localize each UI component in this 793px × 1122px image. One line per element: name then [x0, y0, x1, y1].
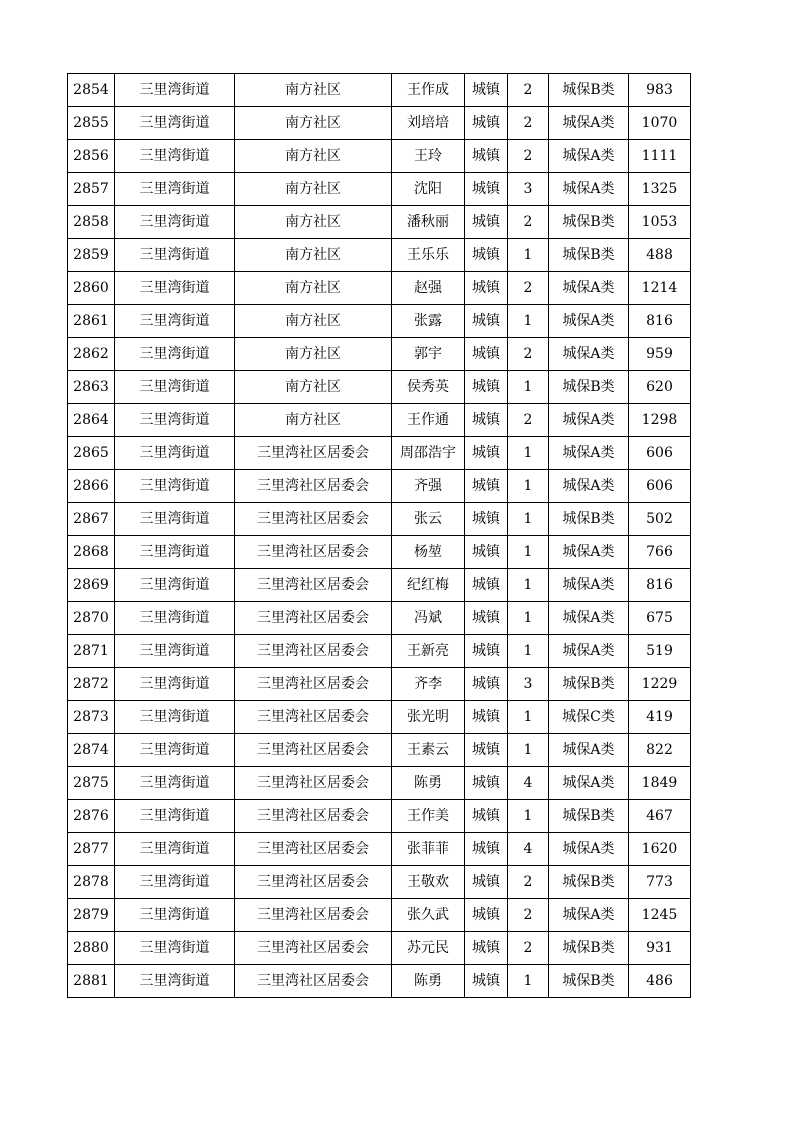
- area-type-cell: 城镇: [465, 536, 508, 569]
- community-cell: 南方社区: [235, 338, 392, 371]
- table-row: [68, 206, 691, 239]
- name-cell: 沈阳: [392, 173, 465, 206]
- category-cell: 城保B类: [549, 74, 629, 107]
- amount-cell: 816: [629, 305, 691, 338]
- row-number-cell: 2860: [68, 272, 115, 305]
- name-cell: 郭宇: [392, 338, 465, 371]
- street-cell: 三里湾街道: [115, 239, 235, 272]
- name-cell: 王乐乐: [392, 239, 465, 272]
- row-number-cell: 2867: [68, 503, 115, 536]
- community-cell: 三里湾社区居委会: [235, 899, 392, 932]
- row-number-cell: 2865: [68, 437, 115, 470]
- household-size-cell: 3: [508, 668, 549, 701]
- row-number-cell: 2859: [68, 239, 115, 272]
- community-cell: 南方社区: [235, 371, 392, 404]
- community-cell: 南方社区: [235, 206, 392, 239]
- household-size-cell: 1: [508, 503, 549, 536]
- community-cell: 南方社区: [235, 239, 392, 272]
- table-row: [68, 239, 691, 272]
- amount-cell: 766: [629, 536, 691, 569]
- area-type-cell: 城镇: [465, 107, 508, 140]
- street-cell: 三里湾街道: [115, 503, 235, 536]
- area-type-cell: 城镇: [465, 74, 508, 107]
- area-type-cell: 城镇: [465, 338, 508, 371]
- amount-cell: 519: [629, 635, 691, 668]
- household-size-cell: 1: [508, 437, 549, 470]
- row-number-cell: 2871: [68, 635, 115, 668]
- community-cell: 三里湾社区居委会: [235, 965, 392, 998]
- household-size-cell: 1: [508, 536, 549, 569]
- table-row: [68, 74, 691, 107]
- household-size-cell: 1: [508, 701, 549, 734]
- area-type-cell: 城镇: [465, 140, 508, 173]
- community-cell: 南方社区: [235, 173, 392, 206]
- name-cell: 侯秀英: [392, 371, 465, 404]
- name-cell: 纪红梅: [392, 569, 465, 602]
- community-cell: 南方社区: [235, 272, 392, 305]
- category-cell: 城保B类: [549, 239, 629, 272]
- table-row: [68, 437, 691, 470]
- street-cell: 三里湾街道: [115, 899, 235, 932]
- name-cell: 张光明: [392, 701, 465, 734]
- household-size-cell: 2: [508, 107, 549, 140]
- name-cell: 张菲菲: [392, 833, 465, 866]
- street-cell: 三里湾街道: [115, 767, 235, 800]
- name-cell: 张云: [392, 503, 465, 536]
- category-cell: 城保A类: [549, 536, 629, 569]
- household-size-cell: 2: [508, 866, 549, 899]
- amount-cell: 1111: [629, 140, 691, 173]
- amount-cell: 1325: [629, 173, 691, 206]
- community-cell: 三里湾社区居委会: [235, 833, 392, 866]
- row-number-cell: 2854: [68, 74, 115, 107]
- community-cell: 三里湾社区居委会: [235, 932, 392, 965]
- name-cell: 王作成: [392, 74, 465, 107]
- table-row: [68, 668, 691, 701]
- amount-cell: 606: [629, 470, 691, 503]
- category-cell: 城保A类: [549, 173, 629, 206]
- area-type-cell: 城镇: [465, 899, 508, 932]
- street-cell: 三里湾街道: [115, 338, 235, 371]
- row-number-cell: 2862: [68, 338, 115, 371]
- household-size-cell: 1: [508, 635, 549, 668]
- area-type-cell: 城镇: [465, 800, 508, 833]
- table-row: [68, 404, 691, 437]
- table-row: [68, 173, 691, 206]
- amount-cell: 486: [629, 965, 691, 998]
- row-number-cell: 2856: [68, 140, 115, 173]
- street-cell: 三里湾街道: [115, 701, 235, 734]
- category-cell: 城保A类: [549, 272, 629, 305]
- category-cell: 城保A类: [549, 767, 629, 800]
- name-cell: 王素云: [392, 734, 465, 767]
- street-cell: 三里湾街道: [115, 140, 235, 173]
- amount-cell: 1214: [629, 272, 691, 305]
- community-cell: 三里湾社区居委会: [235, 536, 392, 569]
- category-cell: 城保B类: [549, 866, 629, 899]
- area-type-cell: 城镇: [465, 965, 508, 998]
- row-number-cell: 2861: [68, 305, 115, 338]
- household-size-cell: 2: [508, 899, 549, 932]
- area-type-cell: 城镇: [465, 470, 508, 503]
- category-cell: 城保A类: [549, 602, 629, 635]
- community-cell: 三里湾社区居委会: [235, 437, 392, 470]
- category-cell: 城保A类: [549, 833, 629, 866]
- street-cell: 三里湾街道: [115, 833, 235, 866]
- row-number-cell: 2858: [68, 206, 115, 239]
- amount-cell: 1620: [629, 833, 691, 866]
- amount-cell: 419: [629, 701, 691, 734]
- category-cell: 城保A类: [549, 107, 629, 140]
- category-cell: 城保A类: [549, 305, 629, 338]
- category-cell: 城保A类: [549, 437, 629, 470]
- name-cell: 王敬欢: [392, 866, 465, 899]
- household-size-cell: 1: [508, 569, 549, 602]
- community-cell: 三里湾社区居委会: [235, 569, 392, 602]
- table-row: [68, 800, 691, 833]
- row-number-cell: 2873: [68, 701, 115, 734]
- amount-cell: 816: [629, 569, 691, 602]
- row-number-cell: 2877: [68, 833, 115, 866]
- street-cell: 三里湾街道: [115, 668, 235, 701]
- area-type-cell: 城镇: [465, 767, 508, 800]
- household-size-cell: 2: [508, 140, 549, 173]
- name-cell: 杨堃: [392, 536, 465, 569]
- row-number-cell: 2880: [68, 932, 115, 965]
- name-cell: 刘培培: [392, 107, 465, 140]
- table-row: [68, 305, 691, 338]
- roster-table: [67, 73, 691, 998]
- household-size-cell: 1: [508, 470, 549, 503]
- table-row: [68, 899, 691, 932]
- name-cell: 王新亮: [392, 635, 465, 668]
- community-cell: 南方社区: [235, 140, 392, 173]
- household-size-cell: 2: [508, 932, 549, 965]
- row-number-cell: 2866: [68, 470, 115, 503]
- category-cell: 城保C类: [549, 701, 629, 734]
- name-cell: 苏元民: [392, 932, 465, 965]
- table-row: [68, 140, 691, 173]
- area-type-cell: 城镇: [465, 272, 508, 305]
- amount-cell: 1229: [629, 668, 691, 701]
- table-row: [68, 734, 691, 767]
- table-row: [68, 602, 691, 635]
- area-type-cell: 城镇: [465, 701, 508, 734]
- roster-table-body: [68, 74, 691, 998]
- area-type-cell: 城镇: [465, 602, 508, 635]
- row-number-cell: 2869: [68, 569, 115, 602]
- table-row: [68, 503, 691, 536]
- street-cell: 三里湾街道: [115, 734, 235, 767]
- name-cell: 王玲: [392, 140, 465, 173]
- household-size-cell: 2: [508, 206, 549, 239]
- amount-cell: 1298: [629, 404, 691, 437]
- table-row: [68, 470, 691, 503]
- street-cell: 三里湾街道: [115, 569, 235, 602]
- amount-cell: 488: [629, 239, 691, 272]
- table-row: [68, 338, 691, 371]
- table-row: [68, 371, 691, 404]
- category-cell: 城保B类: [549, 668, 629, 701]
- area-type-cell: 城镇: [465, 635, 508, 668]
- table-row: [68, 107, 691, 140]
- name-cell: 陈勇: [392, 965, 465, 998]
- table-row: [68, 569, 691, 602]
- table-row: [68, 965, 691, 998]
- community-cell: 三里湾社区居委会: [235, 701, 392, 734]
- amount-cell: 467: [629, 800, 691, 833]
- category-cell: 城保A类: [549, 470, 629, 503]
- street-cell: 三里湾街道: [115, 107, 235, 140]
- area-type-cell: 城镇: [465, 239, 508, 272]
- name-cell: 潘秋丽: [392, 206, 465, 239]
- community-cell: 三里湾社区居委会: [235, 800, 392, 833]
- community-cell: 南方社区: [235, 305, 392, 338]
- street-cell: 三里湾街道: [115, 404, 235, 437]
- table-row: [68, 932, 691, 965]
- category-cell: 城保A类: [549, 899, 629, 932]
- category-cell: 城保B类: [549, 503, 629, 536]
- amount-cell: 931: [629, 932, 691, 965]
- household-size-cell: 4: [508, 833, 549, 866]
- area-type-cell: 城镇: [465, 734, 508, 767]
- area-type-cell: 城镇: [465, 206, 508, 239]
- name-cell: 王作美: [392, 800, 465, 833]
- household-size-cell: 1: [508, 305, 549, 338]
- area-type-cell: 城镇: [465, 833, 508, 866]
- community-cell: 三里湾社区居委会: [235, 503, 392, 536]
- community-cell: 三里湾社区居委会: [235, 635, 392, 668]
- amount-cell: 773: [629, 866, 691, 899]
- street-cell: 三里湾街道: [115, 74, 235, 107]
- row-number-cell: 2855: [68, 107, 115, 140]
- amount-cell: 1053: [629, 206, 691, 239]
- amount-cell: 1245: [629, 899, 691, 932]
- community-cell: 三里湾社区居委会: [235, 668, 392, 701]
- table-row: [68, 866, 691, 899]
- street-cell: 三里湾街道: [115, 536, 235, 569]
- table-row: [68, 635, 691, 668]
- household-size-cell: 3: [508, 173, 549, 206]
- amount-cell: 620: [629, 371, 691, 404]
- street-cell: 三里湾街道: [115, 866, 235, 899]
- row-number-cell: 2874: [68, 734, 115, 767]
- category-cell: 城保B类: [549, 965, 629, 998]
- street-cell: 三里湾街道: [115, 470, 235, 503]
- amount-cell: 606: [629, 437, 691, 470]
- household-size-cell: 2: [508, 404, 549, 437]
- name-cell: 周邵浩宇: [392, 437, 465, 470]
- area-type-cell: 城镇: [465, 173, 508, 206]
- row-number-cell: 2868: [68, 536, 115, 569]
- row-number-cell: 2875: [68, 767, 115, 800]
- name-cell: 王作通: [392, 404, 465, 437]
- community-cell: 南方社区: [235, 74, 392, 107]
- street-cell: 三里湾街道: [115, 206, 235, 239]
- amount-cell: 675: [629, 602, 691, 635]
- street-cell: 三里湾街道: [115, 932, 235, 965]
- row-number-cell: 2864: [68, 404, 115, 437]
- table-row: [68, 767, 691, 800]
- table-row: [68, 701, 691, 734]
- area-type-cell: 城镇: [465, 404, 508, 437]
- community-cell: 三里湾社区居委会: [235, 866, 392, 899]
- household-size-cell: 2: [508, 338, 549, 371]
- area-type-cell: 城镇: [465, 569, 508, 602]
- street-cell: 三里湾街道: [115, 965, 235, 998]
- community-cell: 三里湾社区居委会: [235, 767, 392, 800]
- category-cell: 城保A类: [549, 140, 629, 173]
- row-number-cell: 2878: [68, 866, 115, 899]
- table-row: [68, 272, 691, 305]
- row-number-cell: 2863: [68, 371, 115, 404]
- amount-cell: 822: [629, 734, 691, 767]
- household-size-cell: 2: [508, 74, 549, 107]
- name-cell: 张久武: [392, 899, 465, 932]
- name-cell: 齐李: [392, 668, 465, 701]
- household-size-cell: 1: [508, 965, 549, 998]
- row-number-cell: 2876: [68, 800, 115, 833]
- area-type-cell: 城镇: [465, 932, 508, 965]
- area-type-cell: 城镇: [465, 503, 508, 536]
- amount-cell: 1070: [629, 107, 691, 140]
- community-cell: 三里湾社区居委会: [235, 734, 392, 767]
- name-cell: 张露: [392, 305, 465, 338]
- street-cell: 三里湾街道: [115, 602, 235, 635]
- category-cell: 城保B类: [549, 206, 629, 239]
- row-number-cell: 2879: [68, 899, 115, 932]
- amount-cell: 983: [629, 74, 691, 107]
- category-cell: 城保B类: [549, 800, 629, 833]
- community-cell: 南方社区: [235, 107, 392, 140]
- household-size-cell: 1: [508, 800, 549, 833]
- street-cell: 三里湾街道: [115, 173, 235, 206]
- row-number-cell: 2857: [68, 173, 115, 206]
- category-cell: 城保A类: [549, 569, 629, 602]
- category-cell: 城保A类: [549, 635, 629, 668]
- row-number-cell: 2881: [68, 965, 115, 998]
- row-number-cell: 2870: [68, 602, 115, 635]
- household-size-cell: 1: [508, 239, 549, 272]
- amount-cell: 959: [629, 338, 691, 371]
- area-type-cell: 城镇: [465, 437, 508, 470]
- name-cell: 齐强: [392, 470, 465, 503]
- household-size-cell: 1: [508, 602, 549, 635]
- household-size-cell: 1: [508, 371, 549, 404]
- area-type-cell: 城镇: [465, 371, 508, 404]
- table-row: [68, 833, 691, 866]
- area-type-cell: 城镇: [465, 668, 508, 701]
- category-cell: 城保A类: [549, 404, 629, 437]
- row-number-cell: 2872: [68, 668, 115, 701]
- street-cell: 三里湾街道: [115, 800, 235, 833]
- street-cell: 三里湾街道: [115, 371, 235, 404]
- household-size-cell: 1: [508, 734, 549, 767]
- area-type-cell: 城镇: [465, 305, 508, 338]
- street-cell: 三里湾街道: [115, 305, 235, 338]
- street-cell: 三里湾街道: [115, 437, 235, 470]
- name-cell: 赵强: [392, 272, 465, 305]
- category-cell: 城保B类: [549, 932, 629, 965]
- table-row: [68, 536, 691, 569]
- street-cell: 三里湾街道: [115, 635, 235, 668]
- name-cell: 陈勇: [392, 767, 465, 800]
- category-cell: 城保B类: [549, 371, 629, 404]
- community-cell: 三里湾社区居委会: [235, 470, 392, 503]
- area-type-cell: 城镇: [465, 866, 508, 899]
- household-size-cell: 2: [508, 272, 549, 305]
- community-cell: 南方社区: [235, 404, 392, 437]
- household-size-cell: 4: [508, 767, 549, 800]
- amount-cell: 502: [629, 503, 691, 536]
- category-cell: 城保A类: [549, 734, 629, 767]
- community-cell: 三里湾社区居委会: [235, 602, 392, 635]
- category-cell: 城保A类: [549, 338, 629, 371]
- street-cell: 三里湾街道: [115, 272, 235, 305]
- amount-cell: 1849: [629, 767, 691, 800]
- name-cell: 冯斌: [392, 602, 465, 635]
